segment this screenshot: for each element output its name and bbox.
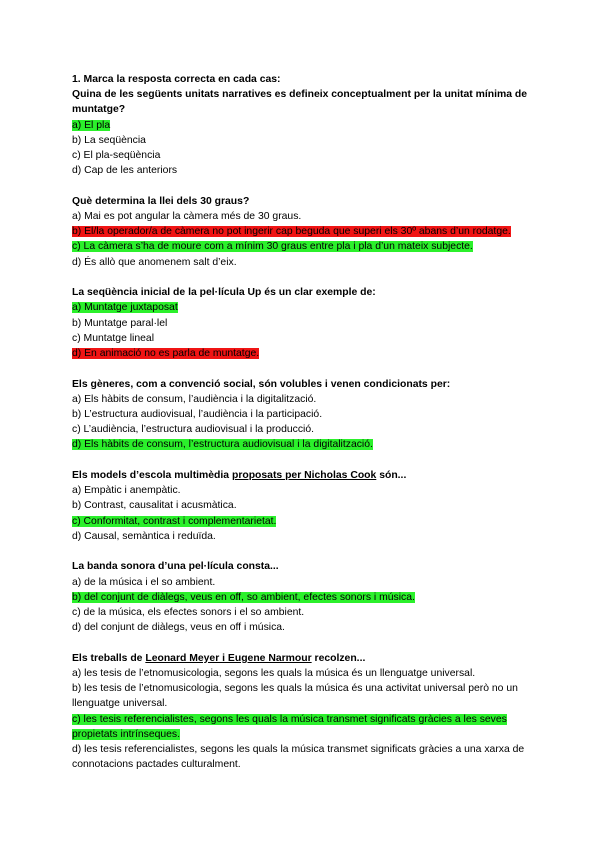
question-5-title-post: són... xyxy=(376,470,407,482)
question-7-title-link: Leonard Meyer i Eugene Narmour xyxy=(145,652,312,664)
answer-5c-text: c) Conformitat, contrast i complementarietat. xyxy=(72,515,277,527)
answer-2c xyxy=(72,239,532,254)
answer-1c: c) El pla-seqüència xyxy=(72,150,161,162)
question-7-title-post: recolzen... xyxy=(311,652,366,664)
question-7-title xyxy=(72,651,532,666)
question-3-title: La seqüència inicial de la pel·lícula Up és un clar exemple de: xyxy=(72,287,376,299)
answer-5b: b) Contrast, causalitat i acusmàtica. xyxy=(72,500,237,512)
answer-4b: b) L’estructura audiovisual, l’audiència i la participació. xyxy=(72,409,323,421)
answer-6b xyxy=(72,590,532,605)
answer-2a: a) Mai es pot angular la càmera més de 30 graus. xyxy=(72,211,302,223)
question-6 xyxy=(72,559,532,635)
question-4 xyxy=(72,377,532,453)
answer-7c-text: c) les tesis referencialistes, segons les quals la música transmet significats gràcies a les seves propietats intrínseques. xyxy=(72,713,507,740)
question-5 xyxy=(72,468,532,544)
answer-2b xyxy=(72,224,532,239)
question-7-title-pre: Els treballs de xyxy=(72,652,146,664)
answer-6c: c) de la música, els efectes sonors i el so ambient. xyxy=(72,607,305,619)
question-5-title-pre: Els models d’escola multimèdia xyxy=(72,470,232,482)
answer-4c: c) L’audiència, l’estructura audiovisual i la producció. xyxy=(72,424,315,436)
question-5-title-link: proposats per Nicholas Cook xyxy=(231,470,377,482)
quiz-content xyxy=(72,72,532,788)
answer-1b: b) La seqüència xyxy=(72,134,146,146)
answer-1a-text: a) El pla xyxy=(72,119,111,131)
answer-5c xyxy=(72,514,532,529)
answer-1d: d) Cap de les anteriors xyxy=(72,165,178,177)
question-6-title: La banda sonora d’una pel·lícula consta... xyxy=(72,561,279,573)
answer-4d xyxy=(72,437,532,452)
answer-4a: a) Els hàbits de consum, l’audiència i la digitalització. xyxy=(72,393,317,405)
question-4-title: Els gèneres, com a convenció social, són volubles i venen condicionats per: xyxy=(72,378,451,390)
question-2-title: Què determina la llei dels 30 graus? xyxy=(72,195,250,207)
question-1 xyxy=(72,72,532,178)
answer-7c xyxy=(72,712,532,742)
answer-6d: d) del conjunt de diàlegs, veus en off i música. xyxy=(72,622,285,634)
answer-5d: d) Causal, semàntica i reduïda. xyxy=(72,530,216,542)
question-3 xyxy=(72,285,532,361)
answer-2c-text: c) La càmera s’ha de moure com a mínim 30 graus entre pla i pla d’un mateix subjecte. xyxy=(72,241,473,253)
answer-1a xyxy=(72,118,532,133)
answer-7a: a) les tesis de l’etnomusicologia, segons les quals la música és un llenguatge universal. xyxy=(72,668,476,680)
answer-2d: d) És allò que anomenem salt d’eix. xyxy=(72,256,237,268)
answer-3c: c) Muntatge lineal xyxy=(72,332,155,344)
question-5-title xyxy=(72,468,532,483)
answer-3a-text: a) Muntatge juxtaposat xyxy=(72,302,178,314)
answer-5a: a) Empàtic i anempàtic. xyxy=(72,485,181,497)
answer-6b-text: b) del conjunt de diàlegs, veus en off, so ambient, efectes sonors i música. xyxy=(72,591,415,603)
question-1-title: Quina de les següents unitats narratives es defineix conceptualment per la unitat mínima de muntatge? xyxy=(72,89,528,116)
question-2 xyxy=(72,194,532,270)
answer-3d-text: d) En animació no es parla de muntatge. xyxy=(72,348,260,360)
answer-3b: b) Muntatge paral·lel xyxy=(72,317,168,329)
answer-7b: b) les tesis de l’etnomusicologia, segons les quals la música és una activitat universal però no un llenguatge universal. xyxy=(72,683,518,710)
question-1-heading: 1. Marca la resposta correcta en cada cas: xyxy=(72,74,281,85)
answer-3d xyxy=(72,346,532,361)
answer-6a: a) de la música i el so ambient. xyxy=(72,576,216,588)
answer-7d: d) les tesis referencialistes, segons les quals la música transmet significats gràcies a una xarxa de connotacions pactades culturalment. xyxy=(72,744,525,771)
answer-2b-text: b) El/la operador/a de càmera no pot ingerir cap beguda que superi els 30º abans d’un rodatge. xyxy=(72,226,511,238)
answer-3a xyxy=(72,300,532,315)
question-7 xyxy=(72,651,532,773)
answer-4d-text: d) Els hàbits de consum, l’estructura audiovisual i la digitalització. xyxy=(72,439,373,451)
